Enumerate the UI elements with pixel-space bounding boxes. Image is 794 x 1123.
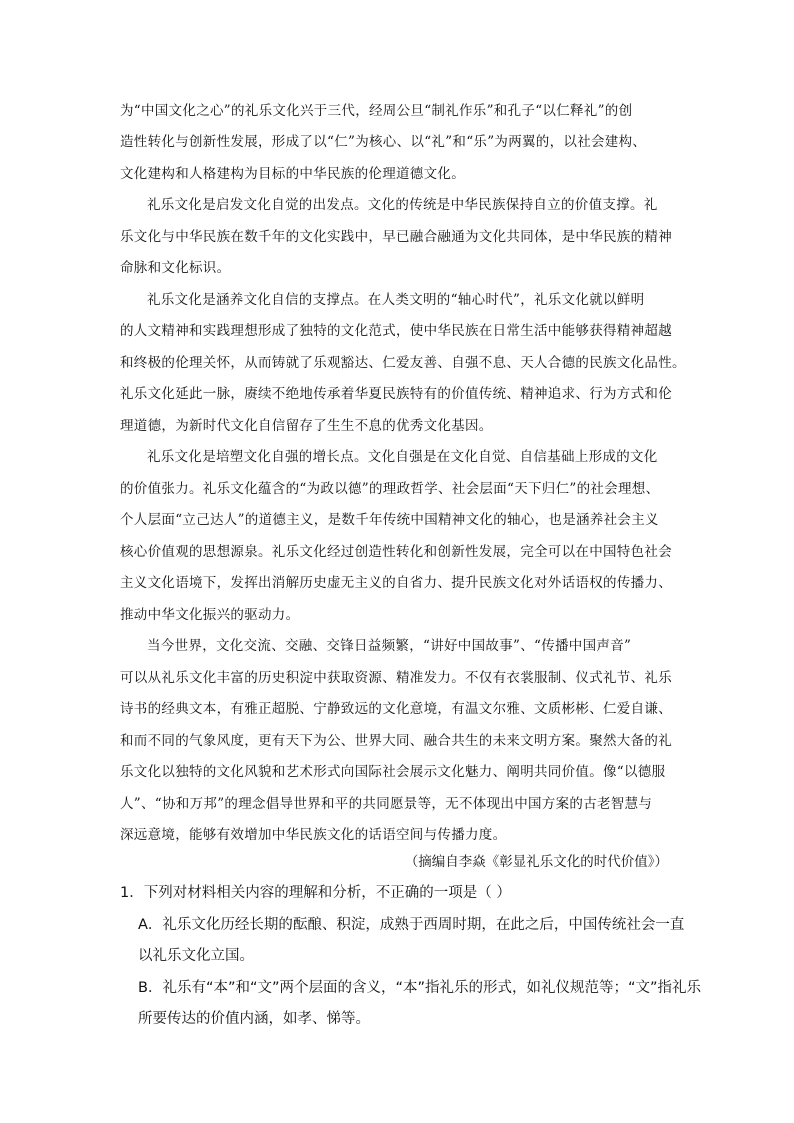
- option-b: B．礼乐有“本”和“文”两个层面的含义，“本”指礼乐的形式，如礼仪规范等；“文”指礼乐: [138, 980, 702, 996]
- article-line: 礼乐文化是涵养文化自信的支撑点。在人类文明的“轴心时代”，礼乐文化就以鲜明: [147, 292, 645, 308]
- article-line: 人”、“协和万邦”的理念倡导世界和平的共同愿景等，无不体现出中国方案的古老智慧与: [120, 796, 653, 812]
- option-a: A．礼乐文化历经长期的酝酿、积淀，成熟于西周时期，在此之后，中国传统社会一直: [138, 917, 685, 933]
- article-line: 礼乐文化是启发文化自觉的出发点。文化的传统是中华民族保持自立的价值支撑。礼: [147, 197, 658, 213]
- article-line: 个人层面“立己达人”的道德主义，是数千年传统中国精神文化的轴心，也是涵养社会主义: [120, 512, 659, 528]
- article-line: 和终极的伦理关怀，从而铸就了乐观豁达、仁爱友善、自强不息、天人合德的民族文化品性。: [120, 355, 686, 371]
- article-line: 文化建构和人格建构为目标的中华民族的伦理道德文化。: [120, 166, 465, 182]
- option-a-continued: 以礼乐文化立国。: [138, 948, 254, 964]
- article-line: 诗书的经典文本，有雅正超脱、宁静致远的文化意境，有温文尔雅、文质彬彬、仁爱自谦、: [120, 701, 672, 717]
- source-citation: （摘编自李焱《彰显礼乐文化的时代价值》）: [404, 854, 668, 870]
- article-line: 的人文精神和实践理想形成了独特的文化范式，使中华民族在日常生活中能够获得精神超越: [120, 323, 672, 339]
- article-line: 可以从礼乐文化丰富的历史积淀中获取资源、精准发力。不仅有衣裳服制、仪式礼节、礼乐: [120, 670, 672, 686]
- article-line: 造性转化与创新性发展，形成了以“仁”为核心、以“礼”和“乐”为两翼的，以社会建构、: [120, 134, 647, 150]
- option-b-continued: 所要传达的价值内涵，如孝、悌等。: [138, 1011, 370, 1027]
- article-line: 推动中华文化振兴的驱动力。: [120, 607, 300, 623]
- article-line: 深远意境，能够有效增加中华民族文化的话语空间与传播力度。: [120, 827, 507, 843]
- article-line: 为“中国文化之心”的礼乐文化兴于三代，经周公旦“制礼作乐”和孔子“以仁释礼”的创: [120, 103, 633, 119]
- question-stem: 1．下列对材料相关内容的理解和分析，不正确的一项是（ ）: [120, 885, 511, 901]
- article-line: 礼乐文化延此一脉，赓续不绝地传承着华夏民族特有的价值传统、精神追求、行为方式和伦: [120, 386, 672, 402]
- article-line: 核心价值观的思想源泉。礼乐文化经过创造性转化和创新性发展，完全可以在中国特色社会: [120, 544, 672, 560]
- article-line: 当今世界，文化交流、交融、交锋日益频繁，“讲好中国故事”、“传播中国声音”: [147, 638, 632, 654]
- article-line: 的价值张力。礼乐文化蕴含的“为政以德”的理政哲学、社会层面“天下归仁”的社会理想、: [120, 481, 660, 497]
- article-line: 命脉和文化标识。: [120, 260, 231, 276]
- article-line: 礼乐文化是培塑文化自强的增长点。文化自强是在文化自觉、自信基础上形成的文化: [147, 449, 658, 465]
- article-line: 理道德，为新时代文化自信留存了生生不息的优秀文化基因。: [120, 418, 493, 434]
- article-line: 乐文化与中华民族在数千年的文化实践中，早已融合融通为文化共同体，是中华民族的精神: [120, 229, 672, 245]
- article-line: 乐文化以独特的文化风貌和艺术形式向国际社会展示文化魅力、阐明共同价值。像“以德服: [120, 764, 666, 780]
- article-line: 和而不同的气象风度，更有天下为公、世界大同、融合共生的未来文明方案。聚然大备的礼: [120, 733, 672, 749]
- article-line: 主义文化语境下，发挥出消解历史虚无主义的自省力、提升民族文化对外话语权的传播力、: [120, 575, 672, 591]
